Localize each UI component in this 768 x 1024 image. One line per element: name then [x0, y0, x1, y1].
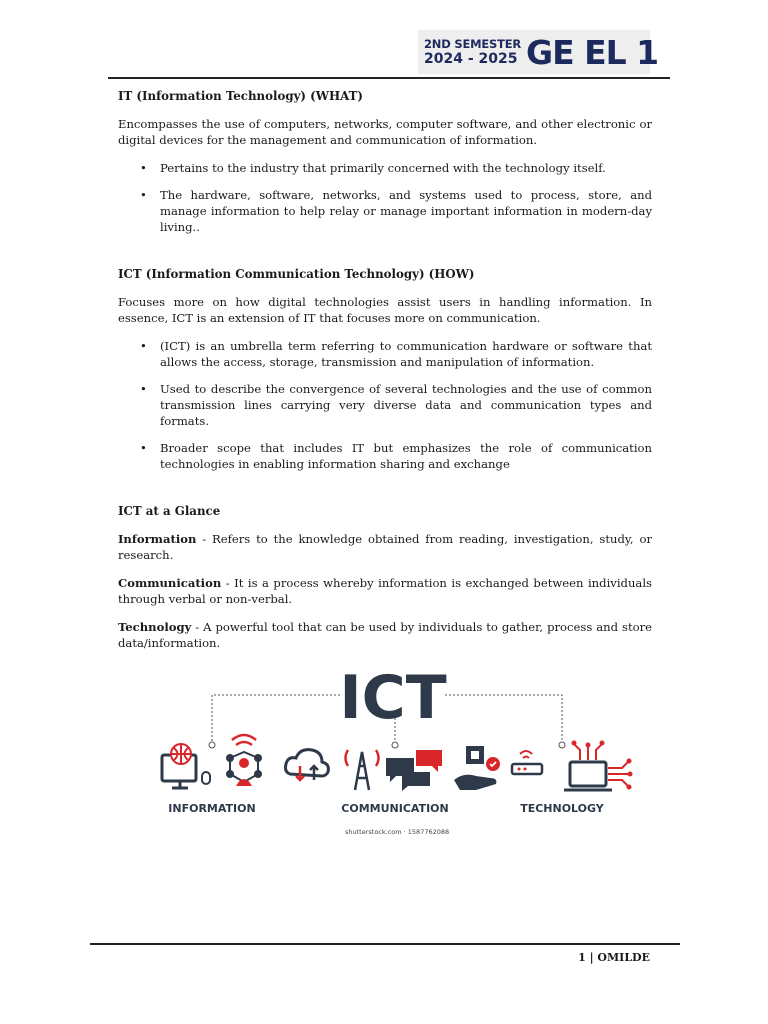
section-it-bullets	[118, 160, 652, 235]
label-information: INFORMATION	[168, 802, 256, 815]
chat-bubbles-icon	[386, 750, 442, 791]
ict-diagram	[150, 650, 660, 825]
label-communication: COMMUNICATION	[341, 802, 449, 815]
mouse-icon	[202, 772, 210, 784]
connector-node	[392, 742, 398, 748]
semester-label	[424, 37, 522, 67]
term-label: Technology	[118, 620, 192, 634]
header-rule	[108, 77, 670, 79]
section-it-intro: Encompasses the use of computers, networks, computer software, and other electronic or digital devices for the management and communication of information.	[118, 117, 652, 147]
bullet-item: • Pertains to the industry that primarily concerned with the technology itself.	[118, 160, 652, 176]
page-footer: 1 | OMILDE	[578, 951, 650, 964]
globe-icon	[171, 744, 191, 764]
ict-big-label: ICT	[339, 663, 447, 733]
footer-rule	[90, 943, 680, 945]
bullet-item: • (ICT) is an umbrella term referring to communication hardware or software that allows the access, storage, transmission and manipulation of information.	[118, 338, 652, 370]
section-ict-title: ICT (Information Communication Technology) (HOW)	[118, 267, 475, 281]
image-credit: shutterstock.com · 1587762088	[345, 828, 450, 836]
document-body	[118, 88, 652, 663]
connector-node	[209, 742, 215, 748]
network-user-icon	[227, 735, 261, 786]
bullet-item: • The hardware, software, networks, and systems used to process, store, and manage information to help relay or manage important information in modern-day living..	[118, 187, 652, 235]
hand-chip-icon	[454, 746, 500, 790]
term-definition: - Refers to the knowledge obtained from reading, investigation, study, or research.	[118, 532, 652, 562]
term-communication	[118, 575, 652, 607]
connector-node	[559, 742, 565, 748]
course-badge	[418, 30, 659, 74]
term-label: Information	[118, 532, 197, 546]
term-information	[118, 531, 652, 563]
label-technology: TECHNOLOGY	[520, 802, 604, 815]
section-ict-bullets	[118, 338, 652, 472]
term-technology	[118, 619, 652, 651]
bullet-item: • Used to describe the convergence of several technologies and the use of common transmission lines carrying very diverse data and communication types and formats.	[118, 381, 652, 429]
laptop-circuit-icon	[564, 741, 633, 791]
ict-figure	[150, 650, 660, 850]
cloud-sync-icon	[286, 750, 329, 780]
bullet-item: • Broader scope that includes IT but emphasizes the role of communication technologies in enabling information sharing and exchange	[118, 440, 652, 472]
course-code: GE EL 1	[526, 32, 659, 72]
antenna-tower-icon	[346, 750, 379, 790]
section-ict-intro: Focuses more on how digital technologies assist users in handling information. In essence, ICT is an extension of IT that focuses more on communication.	[118, 295, 652, 325]
section-glance-title: ICT at a Glance	[118, 504, 221, 518]
semester-line-2: 2024 - 2025	[424, 51, 518, 67]
section-it-title: IT (Information Technology) (WHAT)	[118, 89, 363, 103]
term-definition: - A powerful tool that can be used by individuals to gather, process and store data/information.	[118, 620, 652, 650]
router-icon	[512, 751, 542, 774]
term-label: Communication	[118, 576, 222, 590]
term-definition: - It is a process whereby information is exchanged between individuals through verbal or non-verbal.	[118, 576, 652, 606]
semester-line-1: 2ND SEMESTER	[424, 37, 522, 51]
